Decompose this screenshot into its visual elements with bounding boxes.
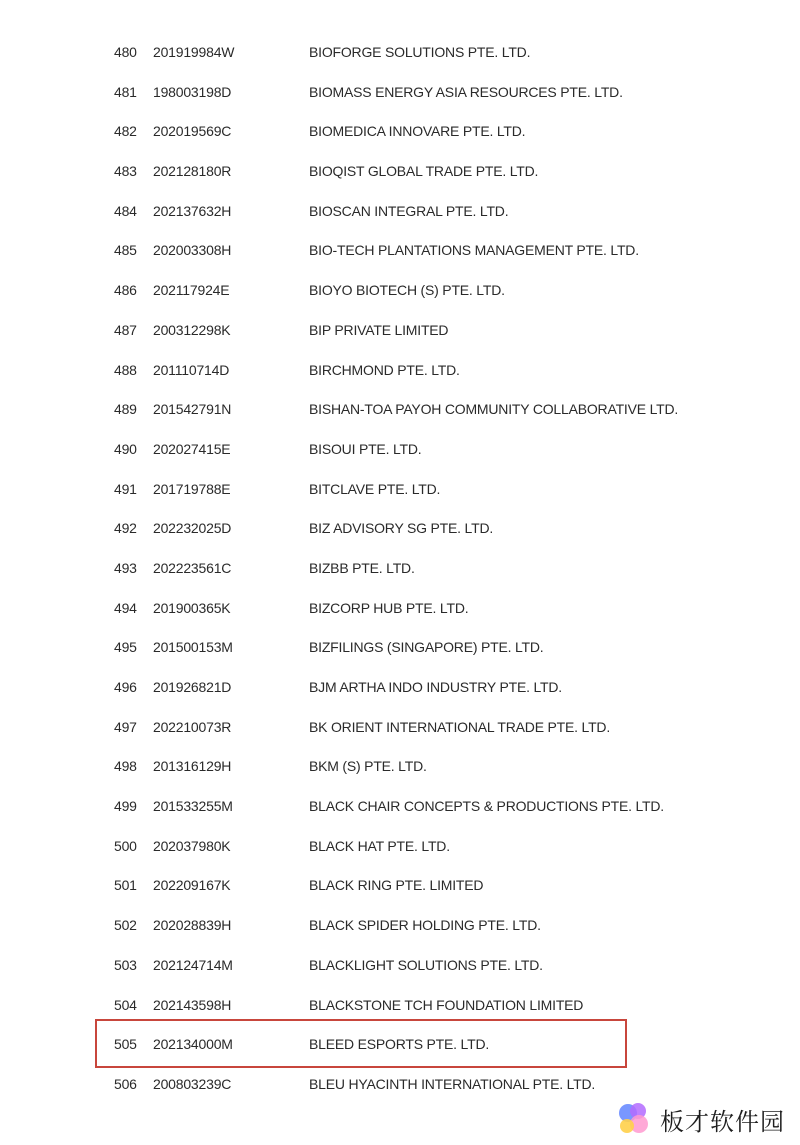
row-number: 481 (114, 83, 137, 100)
company-name: BLACKLIGHT SOLUTIONS PTE. LTD. (309, 956, 543, 973)
company-name: BLEU HYACINTH INTERNATIONAL PTE. LTD. (309, 1075, 596, 1092)
uen-number: 202028839H (153, 917, 232, 934)
row-number: 494 (114, 599, 137, 616)
list-item (0, 470, 800, 510)
company-name: BIOMASS ENERGY ASIA RESOURCES PTE. LTD. (309, 83, 623, 100)
company-name: BIOSCAN INTEGRAL PTE. LTD. (309, 202, 509, 219)
watermark-text: 板才软件园 (660, 1107, 785, 1136)
company-name: BLACK HAT PTE. LTD. (309, 837, 450, 854)
uen-number: 200803239C (153, 1075, 232, 1092)
list-item (0, 827, 800, 867)
row-number: 500 (114, 837, 137, 854)
uen-number: 201533255M (153, 798, 233, 815)
company-name: BLEED ESPORTS PTE. LTD. (309, 1036, 490, 1053)
company-name: BISOUI PTE. LTD. (309, 440, 422, 457)
list-item (0, 390, 800, 430)
row-number: 486 (114, 282, 137, 299)
row-number: 503 (114, 956, 137, 973)
uen-number: 201316129H (153, 758, 232, 775)
uen-number: 202137632H (153, 202, 232, 219)
list-item (0, 231, 800, 271)
company-name: BIP PRIVATE LIMITED (309, 321, 449, 338)
company-name: BLACKSTONE TCH FOUNDATION LIMITED (309, 996, 584, 1013)
company-name: BIOFORGE SOLUTIONS PTE. LTD. (309, 44, 531, 60)
uen-number: 201719788E (153, 480, 231, 497)
list-item (0, 549, 800, 589)
company-name: BIRCHMOND PTE. LTD. (309, 361, 460, 378)
list-item (0, 787, 800, 827)
list-item (0, 589, 800, 629)
list-item (0, 271, 800, 311)
row-number: 506 (114, 1075, 137, 1092)
row-number: 490 (114, 440, 137, 457)
list-item (0, 747, 800, 787)
list-item (0, 708, 800, 748)
company-name: BIOQIST GLOBAL TRADE PTE. LTD. (309, 163, 539, 180)
list-item (0, 430, 800, 470)
company-name: BKM (S) PTE. LTD. (309, 758, 427, 775)
list-item (0, 112, 800, 152)
uen-number: 202003308H (153, 242, 232, 259)
row-number: 483 (114, 163, 137, 180)
company-name: BLACK RING PTE. LIMITED (309, 877, 484, 894)
row-number: 480 (114, 44, 137, 60)
brand-logo-icon (612, 1099, 656, 1139)
company-name: BIZCORP HUB PTE. LTD. (309, 599, 469, 616)
list-item (0, 73, 800, 113)
uen-number: 202210073R (153, 718, 232, 735)
company-name: BITCLAVE PTE. LTD. (309, 480, 441, 497)
list-item (0, 33, 800, 73)
uen-number: 201500153M (153, 639, 233, 656)
uen-number: 202037980K (153, 837, 231, 854)
company-name: BIZBB PTE. LTD. (309, 559, 415, 576)
list-item (0, 866, 800, 906)
list-item (0, 628, 800, 668)
list-item (0, 351, 800, 391)
row-number: 487 (114, 321, 137, 338)
uen-number: 201542791N (153, 401, 232, 418)
uen-number: 201110714D (153, 361, 230, 378)
list-item (0, 509, 800, 549)
row-number: 492 (114, 520, 137, 537)
company-name: BK ORIENT INTERNATIONAL TRADE PTE. LTD. (309, 718, 611, 735)
row-number: 496 (114, 679, 137, 695)
list-item (0, 192, 800, 232)
row-number: 504 (114, 996, 137, 1013)
row-number: 497 (114, 718, 137, 735)
uen-number: 202128180R (153, 163, 232, 180)
uen-number: 201926821D (153, 679, 232, 695)
list-item (0, 152, 800, 192)
row-number: 482 (114, 123, 137, 140)
uen-number: 201919984W (153, 44, 235, 60)
row-number: 489 (114, 401, 137, 418)
row-number: 485 (114, 242, 137, 259)
row-number: 498 (114, 758, 137, 775)
row-number: 495 (114, 639, 137, 656)
uen-number: 202134000M (153, 1036, 233, 1053)
company-name: BJM ARTHA INDO INDUSTRY PTE. LTD. (309, 679, 562, 695)
list-item (0, 668, 800, 708)
company-name: BIZ ADVISORY SG PTE. LTD. (309, 520, 494, 537)
list-item (0, 906, 800, 946)
highlight-box (95, 1019, 627, 1068)
watermark (612, 1098, 785, 1140)
uen-number: 202019569C (153, 123, 232, 140)
row-number: 502 (114, 917, 137, 934)
row-number: 491 (114, 480, 137, 497)
uen-number: 202027415E (153, 440, 231, 457)
list-item (0, 946, 800, 986)
company-name: BIOYO BIOTECH (S) PTE. LTD. (309, 282, 505, 299)
uen-number: 200312298K (153, 321, 231, 338)
uen-number: 201900365K (153, 599, 231, 616)
uen-number: 202232025D (153, 520, 232, 537)
uen-number: 198003198D (153, 83, 232, 100)
company-name: BIZFILINGS (SINGAPORE) PTE. LTD. (309, 639, 544, 656)
uen-number: 202209167K (153, 877, 231, 894)
company-list (0, 33, 800, 1105)
row-number: 499 (114, 798, 137, 815)
company-name: BIOMEDICA INNOVARE PTE. LTD. (309, 123, 526, 140)
uen-number: 202117924E (153, 282, 230, 299)
uen-number: 202223561C (153, 559, 232, 576)
uen-number: 202124714M (153, 956, 233, 973)
company-name: BLACK SPIDER HOLDING PTE. LTD. (309, 917, 541, 934)
row-number: 501 (114, 877, 137, 894)
row-number: 488 (114, 361, 137, 378)
company-name: BIO-TECH PLANTATIONS MANAGEMENT PTE. LTD. (309, 242, 639, 259)
row-number: 493 (114, 559, 137, 576)
row-number: 505 (114, 1036, 137, 1053)
uen-number: 202143598H (153, 996, 232, 1013)
company-name: BISHAN-TOA PAYOH COMMUNITY COLLABORATIVE LTD. (309, 401, 679, 418)
row-number: 484 (114, 202, 137, 219)
list-item (0, 311, 800, 351)
company-name: BLACK CHAIR CONCEPTS & PRODUCTIONS PTE. LTD. (309, 798, 664, 815)
